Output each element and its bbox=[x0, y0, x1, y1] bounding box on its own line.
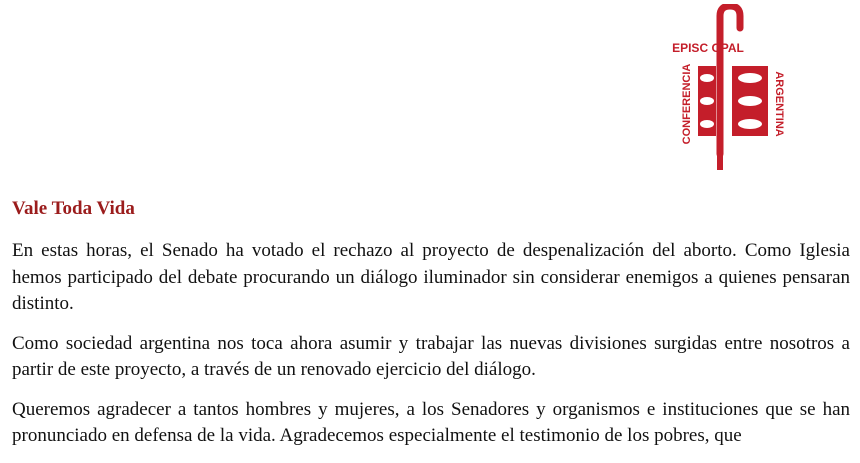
logo-left-text: CONFERENCIA bbox=[681, 63, 693, 145]
lamb-panels-right bbox=[732, 66, 768, 136]
paragraph-1: En estas horas, el Senado ha votado el rechazo al proyecto de despenalización del aborto. Como Iglesia hemos participado del debate procurando un diálogo iluminador sin considerar enemigos a quienes pensaran distinto. bbox=[12, 240, 850, 314]
paragraph-2: Como sociedad argentina nos toca ahora asumir y trabajar las nuevas divisiones surgidas entre nosotros a partir de este proyecto, a través de un renovado ejercicio del diálogo. bbox=[12, 332, 850, 380]
logo-right-text: ARGENTINA bbox=[773, 71, 785, 137]
lamb-panels-left bbox=[698, 66, 716, 136]
paragraph-3: Queremos agradecer a tantos hombres y mujeres, a los Senadores y organismos e instituciones que se han pronunciado en defensa de la vida. Agradecemos especialmente el testimonio de los pobres, que bbox=[12, 398, 850, 446]
logo-top-text: EPISC OPAL bbox=[672, 41, 744, 55]
document-body bbox=[12, 196, 850, 463]
episcopal-conference-logo bbox=[668, 4, 786, 172]
document-title: Vale Toda Vida bbox=[12, 198, 135, 219]
